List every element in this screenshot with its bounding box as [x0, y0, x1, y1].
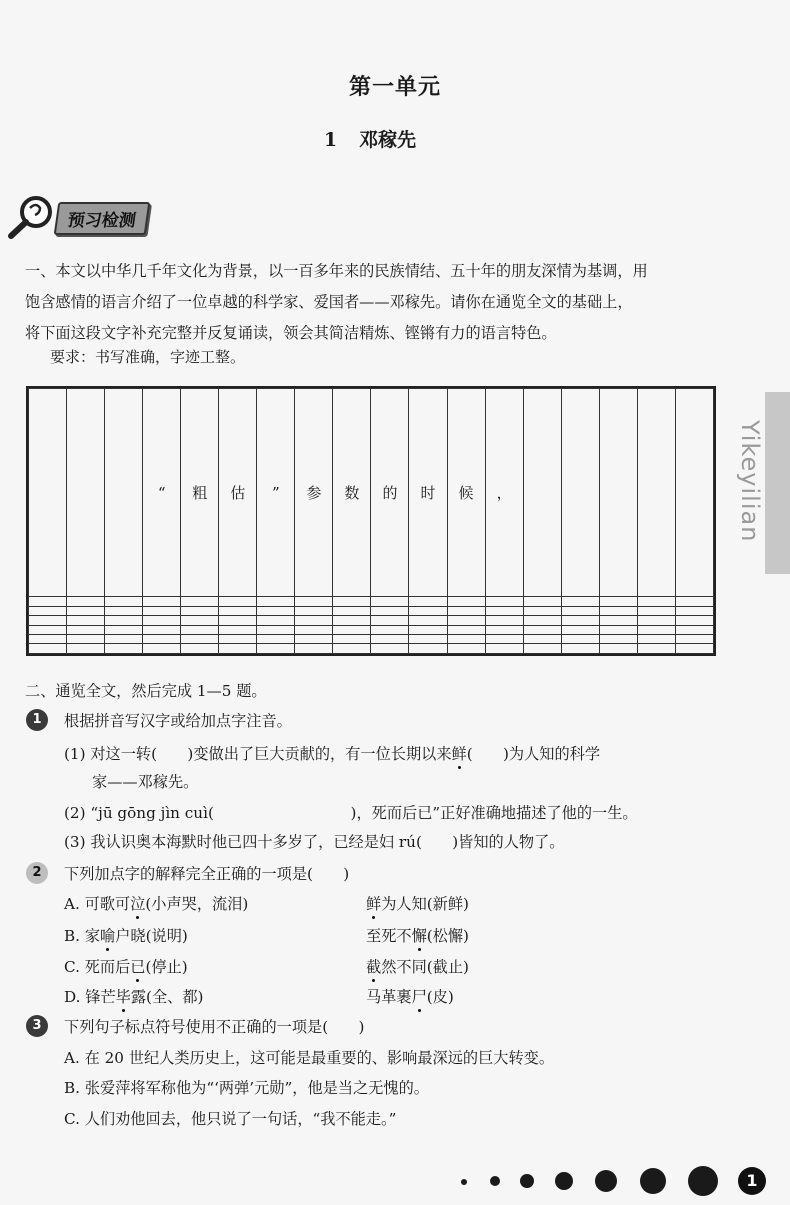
grid-cell[interactable]: [485, 625, 523, 634]
question-1-prompt: 根据拼音写汉字或给加点字注音。: [64, 712, 292, 730]
option-dotted-char: 已: [130, 958, 146, 976]
grid-cell[interactable]: [67, 644, 105, 654]
grid-cell[interactable]: [447, 606, 485, 615]
grid-cell[interactable]: [257, 625, 295, 634]
grid-cell[interactable]: [675, 625, 713, 634]
unit-title: 第一单元: [348, 74, 441, 100]
grid-cell[interactable]: [219, 597, 257, 606]
grid-cell[interactable]: [181, 635, 219, 644]
grid-cell[interactable]: [599, 606, 637, 615]
grid-cell[interactable]: [447, 616, 485, 625]
grid-cell[interactable]: [409, 644, 447, 654]
question-number-1: 1: [26, 709, 48, 731]
grid-cell[interactable]: [523, 616, 561, 625]
question-2-option-right: [366, 956, 469, 977]
grid-cell[interactable]: [599, 597, 637, 606]
section2-title: 二、通览全文，然后完成 1—5 题。: [25, 682, 267, 700]
grid-cell[interactable]: [181, 616, 219, 625]
question-3-option-c: C. 人们劝他回去，他只说了一句话，“我不能走。”: [64, 1110, 397, 1128]
question-1-item-2: (2) “jū gōng jìn cuì( )，死而后已”正好准确地描述了他的一生。: [64, 804, 638, 822]
grid-cell[interactable]: [29, 644, 67, 654]
grid-cell[interactable]: [637, 616, 675, 625]
grid-cell[interactable]: [409, 635, 447, 644]
grid-cell[interactable]: [105, 616, 143, 625]
question-1-item-1: [64, 743, 600, 764]
grid-cell[interactable]: [637, 389, 675, 597]
grid-row: [29, 389, 714, 597]
grid-cell[interactable]: [561, 616, 599, 625]
option-dotted-char: 截: [366, 958, 382, 976]
grid-row: [29, 635, 714, 644]
footer-dot: [490, 1176, 500, 1186]
grid-cell[interactable]: [675, 606, 713, 615]
grid-cell[interactable]: [29, 635, 67, 644]
footer-dot: [520, 1174, 534, 1188]
option-text: (停止): [145, 958, 188, 976]
grid-cell[interactable]: [485, 616, 523, 625]
grid-cell[interactable]: 候: [447, 389, 485, 597]
grid-cell[interactable]: [67, 606, 105, 615]
grid-cell[interactable]: [561, 625, 599, 634]
grid-cell[interactable]: [257, 635, 295, 644]
question-2-option-left: [64, 956, 188, 977]
grid-cell[interactable]: 的: [371, 389, 409, 597]
grid-cell[interactable]: [637, 635, 675, 644]
grid-cell[interactable]: [637, 606, 675, 615]
grid-cell[interactable]: “: [143, 389, 181, 597]
grid-cell[interactable]: [29, 625, 67, 634]
grid-cell[interactable]: [333, 606, 371, 615]
question-3-option-a: A. 在 20 世纪人类历史上，这可能是最重要的、影响最深远的巨大转变。: [64, 1049, 555, 1067]
option-dotted-char: 尸: [411, 988, 427, 1006]
grid-cell[interactable]: [143, 635, 181, 644]
grid-cell[interactable]: [561, 606, 599, 615]
grid-cell[interactable]: [637, 625, 675, 634]
section-badge: [6, 192, 156, 240]
footer-dot: [688, 1166, 718, 1196]
grid-cell[interactable]: [371, 606, 409, 615]
grid-cell[interactable]: [67, 635, 105, 644]
grid-cell[interactable]: [675, 389, 713, 597]
grid-cell[interactable]: [295, 644, 333, 654]
grid-cell[interactable]: [181, 597, 219, 606]
grid-cell[interactable]: [219, 625, 257, 634]
grid-cell[interactable]: [409, 606, 447, 615]
grid-cell[interactable]: [599, 616, 637, 625]
option-text: C. 死而后: [64, 958, 131, 976]
grid-cell[interactable]: [333, 616, 371, 625]
grid-cell[interactable]: [67, 597, 105, 606]
grid-row: [29, 644, 714, 654]
grid-cell[interactable]: [523, 597, 561, 606]
grid-cell[interactable]: [295, 635, 333, 644]
question-3-prompt: 下列句子标点符号使用不正确的一项是( ): [64, 1018, 365, 1036]
grid-cell[interactable]: [257, 606, 295, 615]
option-text: (小声哭，流泪): [145, 895, 249, 913]
grid-cell[interactable]: [105, 625, 143, 634]
grid-cell[interactable]: [219, 606, 257, 615]
grid-cell[interactable]: [29, 606, 67, 615]
grid-row: [29, 606, 714, 615]
grid-cell[interactable]: [333, 635, 371, 644]
option-dotted-char: 懈: [411, 927, 427, 945]
grid-cell[interactable]: [105, 644, 143, 654]
grid-cell[interactable]: [333, 597, 371, 606]
grid-cell[interactable]: [409, 597, 447, 606]
grid-cell[interactable]: [143, 616, 181, 625]
grid-cell[interactable]: [29, 389, 67, 597]
grid-cell[interactable]: [637, 644, 675, 654]
section-badge-label: 预习检测: [54, 202, 151, 235]
grid-cell[interactable]: [105, 597, 143, 606]
grid-cell[interactable]: [523, 635, 561, 644]
grid-cell[interactable]: 估: [219, 389, 257, 597]
grid-cell[interactable]: [447, 644, 485, 654]
question-2-option-left: [64, 925, 188, 946]
grid-cell[interactable]: [675, 597, 713, 606]
grid-cell[interactable]: [485, 597, 523, 606]
grid-cell[interactable]: [67, 389, 105, 597]
grid-cell[interactable]: [447, 635, 485, 644]
option-dotted-char: 鲜: [366, 895, 382, 913]
grid-cell[interactable]: [143, 625, 181, 634]
grid-cell[interactable]: [67, 616, 105, 625]
grid-cell[interactable]: [143, 644, 181, 654]
grid-cell[interactable]: [219, 616, 257, 625]
option-text: 户晓(说明): [115, 927, 188, 945]
grid-cell[interactable]: [523, 625, 561, 634]
grid-cell[interactable]: [599, 635, 637, 644]
q1-item1-text-a: (1) 对这一转( )变做出了巨大贡献的，有一位长期以来: [64, 745, 452, 763]
grid-cell[interactable]: [523, 644, 561, 654]
question-number-3: 3: [26, 1015, 48, 1037]
grid-cell[interactable]: [143, 597, 181, 606]
question-2-option-right: [366, 893, 469, 914]
option-text: 为人知(新鲜): [381, 895, 469, 913]
grid-cell[interactable]: [485, 635, 523, 644]
footer-dot: [461, 1179, 467, 1185]
grid-cell[interactable]: 粗: [181, 389, 219, 597]
grid-cell[interactable]: [561, 644, 599, 654]
page-number: 1: [738, 1167, 766, 1195]
grid-cell[interactable]: [409, 625, 447, 634]
grid-cell[interactable]: ，: [485, 389, 523, 597]
grid-cell[interactable]: [371, 625, 409, 634]
grid-cell[interactable]: [485, 644, 523, 654]
grid-cell[interactable]: [599, 625, 637, 634]
grid-cell[interactable]: [105, 635, 143, 644]
grid-cell[interactable]: [409, 616, 447, 625]
question-3-option-b: B. 张爱萍将军称他为“‘两弹’元勋”，他是当之无愧的。: [64, 1079, 429, 1097]
grid-cell[interactable]: [599, 389, 637, 597]
grid-cell[interactable]: [29, 616, 67, 625]
grid-cell[interactable]: [143, 606, 181, 615]
question-number-2: 2: [26, 862, 48, 884]
option-text: A. 可歌可: [64, 895, 131, 913]
grid-cell[interactable]: [295, 625, 333, 634]
q1-item1-text-b: ( )为人知的科学: [466, 745, 601, 763]
grid-cell[interactable]: [637, 597, 675, 606]
option-dotted-char: 喻: [100, 927, 116, 945]
grid-cell[interactable]: 参: [295, 389, 333, 597]
lesson-title: [0, 125, 740, 152]
writing-grid[interactable]: [26, 386, 716, 656]
option-dotted-char: 泣: [130, 895, 146, 913]
q1-line-1: 一、本文以中华几千年文化为背景，以一百多年来的民族情结、五十年的朋友深情为基调，用: [25, 262, 648, 280]
grid-cell[interactable]: [295, 616, 333, 625]
option-text: 露(全、都): [130, 988, 204, 1006]
grid-cell[interactable]: [599, 644, 637, 654]
grid-cell[interactable]: [523, 389, 561, 597]
grid-cell[interactable]: [675, 635, 713, 644]
grid-cell[interactable]: [181, 606, 219, 615]
question-2-option-right: [366, 925, 469, 946]
grid-cell[interactable]: [181, 625, 219, 634]
grid-cell[interactable]: [561, 597, 599, 606]
footer-dot: [595, 1170, 617, 1192]
option-dotted-char: 毕: [115, 988, 131, 1006]
option-text: 至死不: [366, 927, 412, 945]
question-1-item-3: (3) 我认识奥本海默时他已四十多岁了，已经是妇 rú( )皆知的人物了。: [64, 833, 565, 851]
option-text: (松懈): [426, 927, 469, 945]
grid-cell[interactable]: [105, 389, 143, 597]
grid-row: [29, 625, 714, 634]
grid-cell[interactable]: [181, 644, 219, 654]
option-text: B. 家: [64, 927, 101, 945]
grid-cell[interactable]: [295, 597, 333, 606]
option-text: D. 锋芒: [64, 988, 116, 1006]
grid-row: [29, 597, 714, 606]
grid-cell[interactable]: [295, 606, 333, 615]
lesson-number: 1: [323, 129, 338, 151]
side-label: Yikeyilian: [736, 420, 764, 543]
grid-cell[interactable]: [257, 644, 295, 654]
grid-cell[interactable]: [561, 635, 599, 644]
grid-cell[interactable]: [105, 606, 143, 615]
grid-cell[interactable]: 数: [333, 389, 371, 597]
grid-cell[interactable]: [447, 625, 485, 634]
grid-cell[interactable]: [257, 616, 295, 625]
question-2-prompt: 下列加点字的解释完全正确的一项是( ): [64, 865, 350, 883]
footer-dot: [555, 1172, 573, 1190]
option-text: 然不同(截止): [381, 958, 469, 976]
q1-line-2: 饱含感情的语言介绍了一位卓越的科学家、爱国者——邓稼先。请你在通览全文的基础上，: [25, 293, 633, 311]
q1-item1-dotted: 鲜: [451, 745, 467, 763]
grid-cell[interactable]: [219, 644, 257, 654]
grid-cell[interactable]: [523, 606, 561, 615]
question-2-option-left: [64, 986, 203, 1007]
grid-cell[interactable]: [67, 625, 105, 634]
grid-cell[interactable]: 时: [409, 389, 447, 597]
grid-cell[interactable]: [333, 644, 371, 654]
grid-cell[interactable]: [371, 616, 409, 625]
question-2-option-left: [64, 893, 248, 914]
q1-requirement: 要求：书写准确，字迹工整。: [50, 348, 246, 366]
lesson-name: 邓稼先: [359, 129, 417, 151]
grid-cell[interactable]: [219, 635, 257, 644]
option-text: 马革裹: [366, 988, 412, 1006]
grid-cell[interactable]: [29, 597, 67, 606]
q1-line-3: 将下面这段文字补充完整并反复诵读，领会其简洁精炼、铿锵有力的语言特色。: [25, 324, 557, 342]
grid-cell[interactable]: [371, 644, 409, 654]
footer-dot: [640, 1168, 666, 1194]
grid-cell[interactable]: [333, 625, 371, 634]
grid-row: [29, 616, 714, 625]
question-1-item-1-cont: 家——邓稼先。: [92, 773, 199, 791]
option-text: (皮): [426, 988, 454, 1006]
grid-cell[interactable]: [561, 389, 599, 597]
grid-cell[interactable]: ”: [257, 389, 295, 597]
grid-cell[interactable]: [257, 597, 295, 606]
side-tab: [765, 392, 790, 574]
grid-cell[interactable]: [371, 635, 409, 644]
question-2-option-right: [366, 986, 454, 1007]
grid-cell[interactable]: [371, 597, 409, 606]
grid-cell[interactable]: [447, 597, 485, 606]
grid-cell[interactable]: [485, 606, 523, 615]
grid-cell[interactable]: [675, 644, 713, 654]
grid-cell[interactable]: [675, 616, 713, 625]
